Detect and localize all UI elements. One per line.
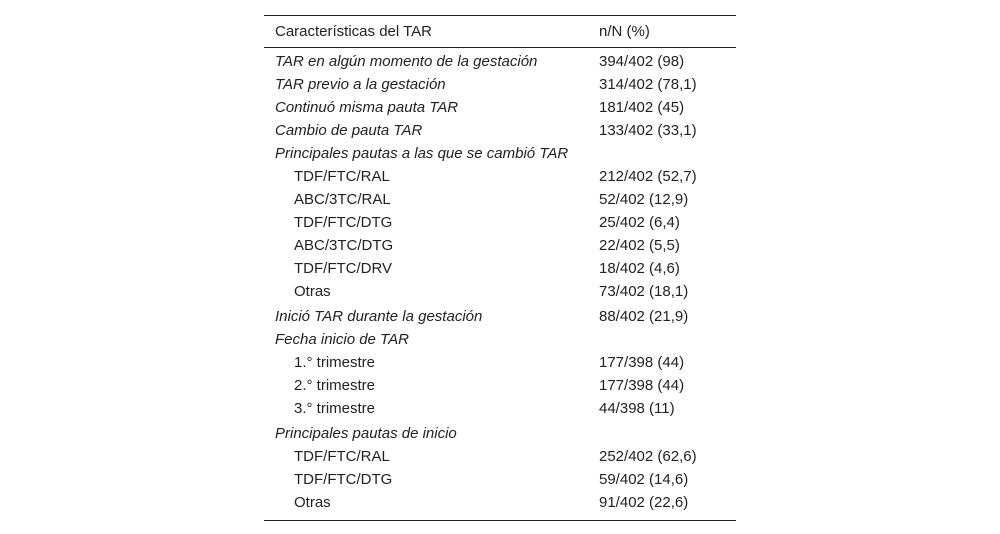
table-row <box>264 119 736 142</box>
row-label: TDF/FTC/DTG <box>294 214 393 231</box>
row-label: ABC/3TC/RAL <box>294 191 391 208</box>
table-row <box>264 73 736 96</box>
table-row <box>264 188 736 211</box>
row-value: 18/402 (4,6) <box>599 260 680 277</box>
row-label: TAR en algún momento de la gestación <box>275 53 538 70</box>
row-label: Fecha inicio de TAR <box>275 331 409 348</box>
row-value: 177/398 (44) <box>599 377 685 394</box>
table-row <box>264 422 736 445</box>
table-row <box>264 397 736 420</box>
table-row <box>264 234 736 257</box>
table-row <box>264 374 736 397</box>
table-row <box>264 165 736 188</box>
row-value: 212/402 (52,7) <box>599 168 697 185</box>
table-row <box>264 305 736 328</box>
header-characteristic: Características del TAR <box>275 23 432 40</box>
row-label: TDF/FTC/DRV <box>294 260 393 277</box>
row-label: TDF/FTC/RAL <box>294 448 390 465</box>
row-value: 177/398 (44) <box>599 354 685 371</box>
table-row <box>264 96 736 119</box>
row-value: 52/402 (12,9) <box>599 191 689 208</box>
row-label: Cambio de pauta TAR <box>275 122 423 139</box>
table-row <box>264 211 736 234</box>
row-value: 73/402 (18,1) <box>599 283 689 300</box>
table-row <box>264 491 736 514</box>
row-value: 252/402 (62,6) <box>599 448 697 465</box>
table-row <box>264 445 736 468</box>
row-label: TAR previo a la gestación <box>275 76 446 93</box>
row-value: 25/402 (6,4) <box>599 214 680 231</box>
table-row <box>264 280 736 303</box>
row-label: Otras <box>294 283 331 300</box>
table-row <box>264 50 736 73</box>
row-value: 91/402 (22,6) <box>599 494 689 511</box>
row-label: 1.° trimestre <box>294 354 376 371</box>
row-value: 133/402 (33,1) <box>599 122 697 139</box>
tar-characteristics-table <box>264 15 736 521</box>
table-row <box>264 257 736 280</box>
row-label: Principales pautas a las que se cambió TAR <box>275 145 569 162</box>
row-value: 88/402 (21,9) <box>599 308 689 325</box>
row-label: 3.° trimestre <box>294 400 376 417</box>
row-value: 394/402 (98) <box>599 53 685 70</box>
row-label: Otras <box>294 494 331 511</box>
row-label: TDF/FTC/RAL <box>294 168 390 185</box>
row-label: TDF/FTC/DTG <box>294 471 393 488</box>
table-body <box>264 48 736 514</box>
table-bottom-rule <box>264 520 736 521</box>
row-value: 181/402 (45) <box>599 99 685 116</box>
row-value: 59/402 (14,6) <box>599 471 689 488</box>
table-header-row <box>264 16 736 47</box>
row-value: 22/402 (5,5) <box>599 237 680 254</box>
table-row <box>264 351 736 374</box>
row-label: 2.° trimestre <box>294 377 376 394</box>
row-value: 314/402 (78,1) <box>599 76 697 93</box>
table-row <box>264 142 736 165</box>
row-label: Principales pautas de inicio <box>275 425 457 442</box>
row-label: ABC/3TC/DTG <box>294 237 394 254</box>
header-value: n/N (%) <box>599 23 650 40</box>
table-row <box>264 328 736 351</box>
row-value: 44/398 (11) <box>599 400 675 417</box>
row-label: Continuó misma pauta TAR <box>275 99 459 116</box>
table-row <box>264 468 736 491</box>
row-label: Inició TAR durante la gestación <box>275 308 483 325</box>
